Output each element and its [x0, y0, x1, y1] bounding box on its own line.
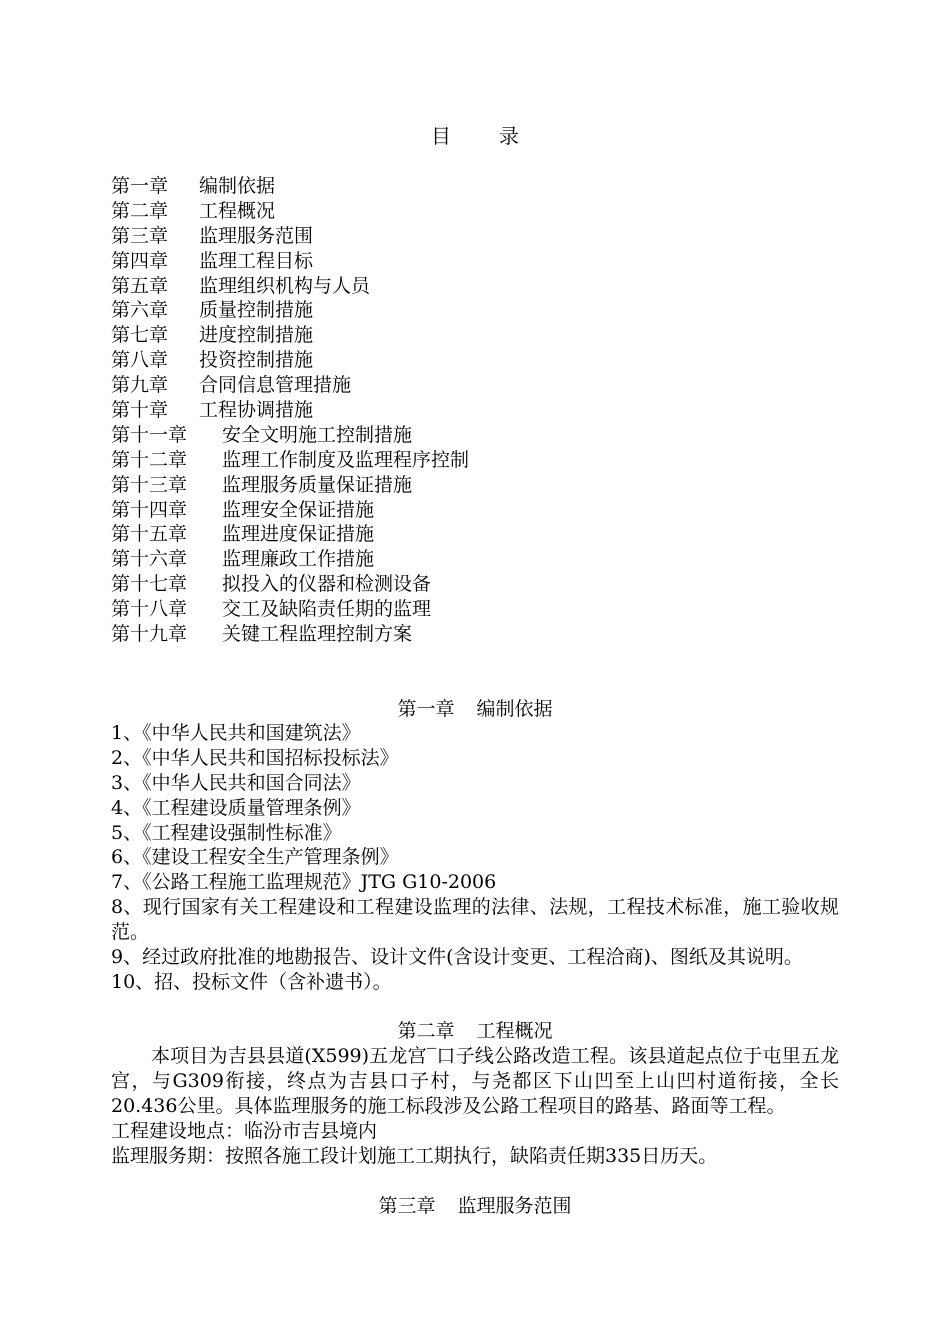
toc-item-title: 安全文明施工控制措施: [222, 423, 413, 446]
basis-item-7: 7、《公路工程施工监理规范》JTG G10-2006: [111, 871, 497, 894]
toc-item-title: 拟投入的仪器和检测设备: [222, 573, 432, 596]
toc-item-title: 进度控制措施: [199, 324, 314, 347]
toc-item-title: 监理组织机构与人员: [199, 274, 371, 297]
chapter1-number: 第一章: [397, 698, 455, 720]
toc-title: [0, 124, 950, 148]
toc-item-number: 第十二章: [111, 448, 188, 471]
basis-item-5: 5、《工程建设强制性标准》: [111, 821, 342, 844]
toc-item: [111, 298, 851, 323]
chapter2-body: [111, 1044, 839, 1169]
toc-item-number: 第五章: [111, 274, 169, 297]
toc-item-title: 投资控制措施: [199, 349, 314, 372]
toc-item-title: 质量控制措施: [199, 299, 314, 322]
table-of-contents: [111, 174, 851, 647]
basis-item-6: 6、《建设工程安全生产管理条例》: [111, 846, 399, 869]
toc-item: [111, 323, 851, 348]
toc-item-number: 第一章: [111, 175, 169, 197]
toc-item-title: 交工及缺陷责任期的监理: [222, 598, 432, 621]
toc-item-number: 第十八章: [111, 598, 188, 621]
service-period: 监理服务期：按照各施工段计划施工工期执行，缺陷责任期335日历天。: [111, 1144, 718, 1167]
chapter3-number: 第三章: [378, 1195, 436, 1217]
basis-item-10: 10、招、投标文件（含补遗书）。: [111, 970, 392, 993]
chapter3-heading: [0, 1194, 950, 1218]
construction-location: 工程建设地点：临汾市吉县境内: [111, 1119, 378, 1142]
chapter2-heading: [0, 1019, 950, 1043]
toc-item-number: 第九章: [111, 374, 169, 397]
toc-item: [111, 572, 851, 597]
toc-item-title: 监理工程目标: [199, 249, 314, 272]
toc-item-title: 合同信息管理措施: [199, 374, 352, 397]
project-overview-paragraph: 本项目为吉县县道(X599)五龙宫‾口子线公路改造工程。该县道起点位于屯里五龙宫，与G309衔接，终点为吉县口子村，与尧都区下山凹至上山凹村道衔接，全长20.436公里。具体监理服务的施工标段涉及公路工程项目的路基、路面等工程。: [111, 1045, 839, 1117]
toc-item-number: 第十六章: [111, 548, 188, 571]
toc-item-title: 监理进度保证措施: [222, 523, 375, 546]
toc-item-title: 监理廉政工作措施: [222, 548, 375, 571]
toc-item-title: 监理工作制度及监理程序控制: [222, 448, 470, 471]
basis-item-9: 9、经过政府批准的地勘报告、设计文件(含设计变更、工程洽商)、图纸及其说明。: [111, 946, 803, 969]
toc-item: [111, 597, 851, 622]
toc-item-number: 第二章: [111, 199, 169, 222]
toc-title-right: 录: [499, 124, 519, 148]
toc-item-number: 第十章: [111, 399, 169, 422]
toc-item: [111, 398, 851, 423]
basis-item-1: 1、《中华人民共和国建筑法》: [111, 722, 361, 744]
basis-item-4: 4、《工程建设质量管理条例》: [111, 796, 361, 819]
toc-title-left: 目: [431, 124, 451, 148]
toc-item: [111, 274, 851, 299]
chapter1-heading: [0, 697, 950, 721]
toc-item: [111, 622, 851, 647]
toc-item-number: 第八章: [111, 349, 169, 372]
toc-item-number: 第十五章: [111, 523, 188, 546]
chapter1-body: [111, 721, 839, 995]
toc-item-title: 关键工程监理控制方案: [222, 623, 413, 646]
basis-item-2: 2、《中华人民共和国招标投标法》: [111, 746, 399, 769]
toc-item-title: 工程协调措施: [199, 399, 314, 422]
toc-item-number: 第十七章: [111, 573, 188, 596]
toc-item: [111, 373, 851, 398]
toc-item-title: 监理服务范围: [199, 224, 314, 247]
toc-item-number: 第十四章: [111, 498, 188, 521]
toc-item: [111, 224, 851, 249]
toc-item-number: 第四章: [111, 249, 169, 272]
toc-item-title: 监理服务质量保证措施: [222, 473, 413, 496]
toc-item-number: 第七章: [111, 324, 169, 347]
toc-item: [111, 522, 851, 547]
toc-item: [111, 498, 851, 523]
toc-item: [111, 547, 851, 572]
toc-item-title: 工程概况: [199, 199, 276, 222]
toc-item: [111, 199, 851, 224]
basis-item-3: 3、《中华人民共和国合同法》: [111, 771, 361, 794]
basis-item-8: 8、现行国家有关工程建设和工程建设监理的法律、法规，工程技术标准，施工验收规范。: [111, 896, 839, 944]
toc-item-number: 第六章: [111, 299, 169, 322]
toc-item: [111, 423, 851, 448]
toc-item: [111, 448, 851, 473]
toc-item-number: 第十一章: [111, 423, 188, 446]
toc-item: [111, 348, 851, 373]
toc-item: [111, 249, 851, 274]
toc-item: [111, 174, 851, 199]
toc-item-number: 第十三章: [111, 473, 188, 496]
chapter2-number: 第二章: [397, 1020, 455, 1042]
toc-item-number: 第十九章: [111, 623, 188, 646]
toc-item: [111, 473, 851, 498]
toc-item-title: 监理安全保证措施: [222, 498, 375, 521]
toc-item-title: 编制依据: [199, 175, 276, 197]
toc-item-number: 第三章: [111, 224, 169, 247]
chapter3-title: 监理服务范围: [457, 1195, 572, 1217]
chapter1-title: 编制依据: [476, 698, 553, 720]
chapter2-title: 工程概况: [476, 1020, 553, 1042]
